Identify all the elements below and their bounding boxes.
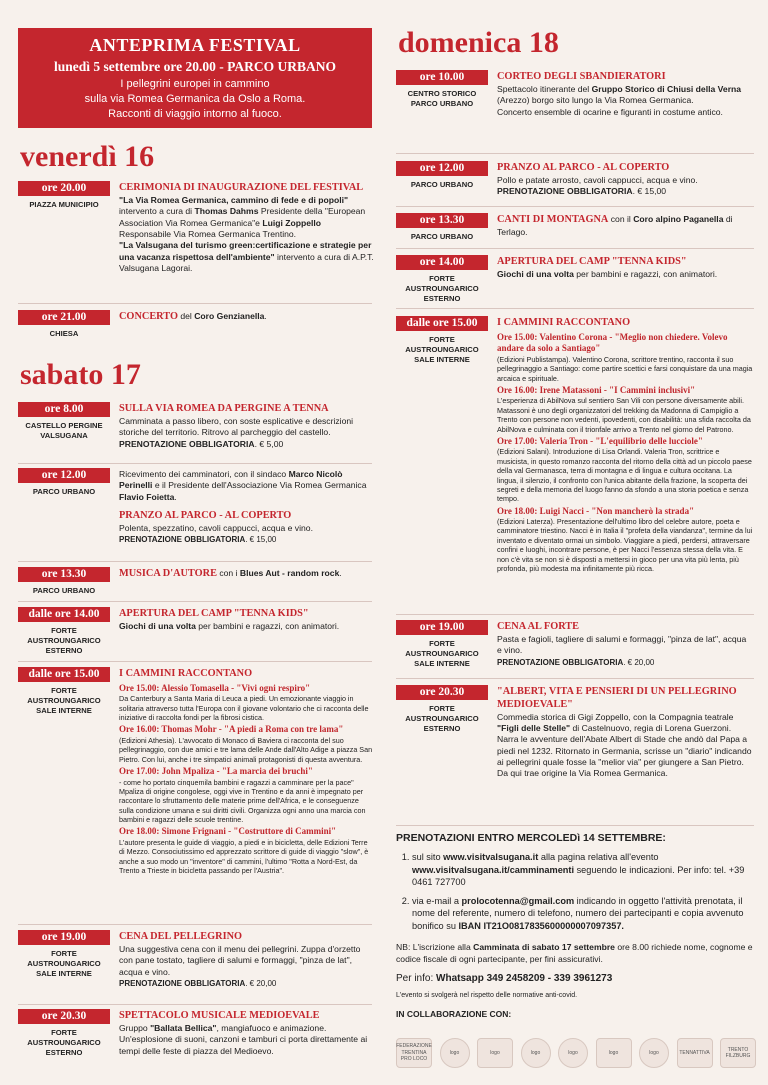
event-place: FORTE AUSTROUNGARICO SALE INTERNE bbox=[405, 639, 479, 668]
talk-text: - come ho portato cinquemila bambini e ragazzi a camminare per la pace" Mpaliza di origine congolese, oggi vive in Trentino e da anni è impegnato per raccontare lo sfruttamento delle materie prime dell'Africa, e le conseguenze sulla condizione umana e sui diritti civili. Organizza ogni anno una marcia con bambini e ragazzi delle scuole trentine. bbox=[119, 777, 366, 824]
booking-required: PRENOTAZIONE OBBLIGATORIA bbox=[119, 978, 246, 988]
event-text: Concerto ensemble di ocarine e figuranti in costume antico. bbox=[497, 106, 723, 117]
event-title: MUSICA D'AUTORE bbox=[119, 568, 217, 579]
event-price: . € 20,00 bbox=[245, 978, 277, 988]
event-text: , mangiafuoco e animazione. Un'esplosione di suoni, canzoni e tamburi ci porta direttamente ai tempi delle feste di piazza del Medioevo. bbox=[119, 1022, 368, 1056]
event-text: Spettacolo itinerante del bbox=[497, 83, 592, 94]
event-place: PARCO URBANO bbox=[410, 180, 474, 189]
event-text: . bbox=[264, 311, 267, 321]
person-name: Marco Nicolò Perinelli bbox=[119, 469, 343, 491]
event-text: Gruppo bbox=[119, 1022, 151, 1033]
event-place: PIAZZA MUNICIPIO bbox=[29, 200, 99, 209]
event-title: CORTEO DEGLI SBANDIERATORI bbox=[497, 71, 666, 82]
booking-required: PRENOTAZIONE OBBLIGATORIA bbox=[119, 535, 246, 545]
performer-name: Gruppo Storico di Chiusi della Verna bbox=[591, 83, 742, 94]
talk-item bbox=[497, 332, 753, 383]
partner-logo: logo bbox=[639, 1038, 669, 1068]
whatsapp-numbers: Whatsapp 349 2458209 - 339 3961273 bbox=[436, 973, 613, 985]
event-title: APERTURA DEL CAMP "TENNA KIDS" bbox=[497, 256, 687, 267]
talk-title: "La Valsugana del turismo green:certificazione e strategie per una vacanza rispettosa dell'ambiente" bbox=[119, 240, 372, 262]
divider bbox=[18, 463, 372, 464]
divider bbox=[18, 924, 372, 925]
event-text: intervento a cura di bbox=[119, 206, 195, 217]
performer-name: "Figli delle Stelle" bbox=[497, 723, 571, 734]
event-place: FORTE AUSTROUNGARICO ESTERNO bbox=[405, 704, 479, 733]
partner-logos bbox=[396, 1034, 756, 1072]
performer-name: Coro alpino Paganella bbox=[633, 214, 724, 224]
performer-name: "Ballata Bellica" bbox=[150, 1022, 217, 1033]
event-place: FORTE AUSTROUNGARICO ESTERNO bbox=[27, 626, 101, 655]
divider bbox=[396, 248, 754, 249]
info-text: via e-mail a bbox=[412, 895, 462, 906]
website-link[interactable]: www.visitvalsugana.it/camminamenti bbox=[412, 864, 575, 875]
event-time: dalle ore 15.00 bbox=[18, 667, 110, 682]
talk-item bbox=[119, 724, 375, 764]
event-title: CONCERTO bbox=[119, 311, 178, 322]
talk-title: "La Via Romea Germanica, cammino di fede e di popoli" bbox=[119, 194, 349, 205]
talk-text: L'autore presenta le guide di viaggio, a piedi e in bicicletta, delle Edizioni Terre di Mezzo. Consociutissimo ed apprezzato scrittore di guide di viaggio "slow", è anche a suo modo un "inventore" di cammini, l'ultimo "Rotta a Nord-Est, da Trento a Trieste in bicicletta passando per l'Austria". bbox=[119, 837, 369, 875]
event-time: dalle ore 14.00 bbox=[18, 607, 110, 622]
iban: IBAN IT21O0817835600000007097357. bbox=[458, 920, 624, 931]
talk-heading: Ore 18.00: Luigi Nacci - "Non mancherò la strada" bbox=[497, 505, 695, 516]
event-time: ore 8.00 bbox=[18, 402, 110, 417]
performer-name: Blues Aut - random rock bbox=[239, 568, 340, 578]
booking-heading: PRENOTAZIONI ENTRO MERCOLEDì 14 SETTEMBRE: bbox=[396, 832, 666, 844]
banner-line-2: sulla via Romea Germanica da Oslo a Roma. bbox=[84, 93, 306, 106]
event-title: CENA AL FORTE bbox=[497, 621, 580, 632]
info-text: indicando in oggetto l'attività prenotata, il nome del referente, numero di telefono, numero dei partecipanti e copia avvenuto bonifico su bbox=[412, 895, 744, 931]
event-text: Pollo e patate arrosto, cavoli cappucci, acqua e vino. bbox=[497, 174, 698, 185]
event-text: di Castelnuovo, regia di Lorena Guerzoni. Narra le avventure dell'Abate Albert di Stade che andò dal Papa a piedi nel 1232. Ritornato in Germania, scrisse un "diario" indicando ai pellegrini quale fosse la "melior via" per giungere a San Pietro. Da qui trae origine la Via Romea Germanica. bbox=[497, 723, 752, 779]
talk-item bbox=[497, 506, 753, 574]
talk-item bbox=[497, 385, 753, 434]
talk-heading: Ore 16.00: Irene Matassoni - "I Cammini inclusivi" bbox=[497, 384, 696, 395]
talk-text: Da Canterbury a Santa Maria di Leuca a piedi. Un emozionante viaggio in solitaria attraverso tutta l'Europa con il giovane volontario che ci racconta delle iniziative di raccolta fondi per la fibrosi cistica. bbox=[119, 694, 369, 723]
event-time: ore 14.00 bbox=[396, 255, 488, 270]
talk-heading: Ore 18.00: Simone Frignani - "Costruttore di Cammini" bbox=[119, 826, 337, 837]
person-name: Flavio Foietta bbox=[119, 491, 175, 502]
talk-text: (Edizioni Athesia). L'avvocato di Monaco di Baviera ci racconta del suo pellegrinaggio, con due amici e tre lama delle Ande dall'Alto Adige a piazza San Pietro. Con lui, anche i tre simpatici animali protagonisti di questa avventura. bbox=[119, 735, 373, 764]
event-place: CASTELLO PERGINE VALSUGANA bbox=[25, 421, 103, 440]
booking-info bbox=[396, 832, 756, 1020]
info-text: seguendo le indicazioni. Per info: tel. +39 0461 727700 bbox=[412, 864, 745, 888]
banner-title: ANTEPRIMA FESTIVAL bbox=[89, 35, 301, 55]
contact-info bbox=[396, 973, 756, 986]
event-time: ore 10.00 bbox=[396, 70, 488, 85]
event-place: FORTE AUSTROUNGARICO ESTERNO bbox=[405, 274, 479, 303]
event-text: Commedia storica di Gigi Zoppello, con la Compagnia teatrale bbox=[497, 711, 734, 722]
website-link[interactable]: www.visitvalsugana.it bbox=[443, 852, 539, 863]
event-text: per bambini e ragazzi, con animatori. bbox=[195, 620, 340, 631]
event-place: PARCO URBANO bbox=[32, 487, 96, 496]
day-heading-domenica: domenica 18 bbox=[398, 26, 559, 59]
event-text: intervento a cura di A.P.T. Valsugana Lagorai. bbox=[119, 251, 374, 273]
event-place: FORTE AUSTROUNGARICO ESTERNO bbox=[27, 1028, 101, 1057]
event-text: . bbox=[174, 491, 177, 502]
talk-item bbox=[119, 826, 375, 875]
divider bbox=[396, 825, 754, 826]
event-text: (Arezzo) borgo sito lungo la Via Romea Germanica. bbox=[497, 95, 694, 106]
email-link[interactable]: prolocotenna@gmail.com bbox=[461, 895, 575, 906]
event-place: PARCO URBANO bbox=[410, 232, 474, 241]
event-time: ore 13.30 bbox=[396, 213, 488, 228]
talk-item bbox=[119, 683, 375, 723]
event-highlight: Giochi di una volta bbox=[497, 268, 574, 279]
event-title: PRANZO AL PARCO - AL COPERTO bbox=[119, 510, 292, 522]
talk-heading: Ore 15.00: Valentino Corona - "Meglio non chiedere. Volevo andare da solo a Santiago" bbox=[497, 331, 728, 354]
collaboration-heading: IN COLLABORAZIONE CON: bbox=[396, 1008, 512, 1019]
booking-required: PRENOTAZIONE OBBLIGATORIA bbox=[497, 186, 633, 197]
partner-logo: TRENTO FILZBURG bbox=[720, 1038, 756, 1068]
event-time: ore 13.30 bbox=[18, 567, 110, 582]
performer-name: Coro Genzianella bbox=[194, 311, 265, 321]
preview-banner bbox=[18, 28, 372, 128]
day-heading-venerdi: venerdì 16 bbox=[20, 140, 155, 173]
divider bbox=[396, 153, 754, 154]
booking-option-web bbox=[412, 851, 756, 888]
partner-logo: logo bbox=[477, 1038, 513, 1068]
banner-subtitle: lunedì 5 settembre ore 20.00 - PARCO URBANO bbox=[54, 59, 336, 75]
partner-logo: logo bbox=[521, 1038, 551, 1068]
divider bbox=[18, 303, 372, 304]
event-title: CENA DEL PELLEGRINO bbox=[119, 931, 243, 942]
event-title: CANTI DI MONTAGNA bbox=[497, 214, 609, 225]
event-title: I CAMMINI RACCONTANO bbox=[497, 317, 631, 328]
event-time: ore 20.30 bbox=[396, 685, 488, 700]
speaker-name: Luigi Zoppello bbox=[262, 217, 322, 228]
event-text: Pasta e fagioli, tagliere di salumi e formaggi, "pinza de lat", acqua e vino. bbox=[497, 633, 747, 656]
event-title: SULLA VIA ROMEA DA PERGINE A TENNA bbox=[119, 403, 329, 414]
event-title: I CAMMINI RACCONTANO bbox=[119, 668, 253, 679]
event-text: e il Presidente dell'Associazione Via Romea Germanica bbox=[152, 480, 367, 491]
divider bbox=[396, 308, 754, 309]
event-time: ore 19.00 bbox=[18, 930, 110, 945]
day-heading-sabato: sabato 17 bbox=[20, 358, 141, 391]
event-text: per bambini e ragazzi, con animatori. bbox=[573, 268, 718, 279]
covid-note: L'evento si svolgerà nel rispetto delle normative anti-covid. bbox=[396, 991, 578, 999]
talk-item bbox=[497, 436, 753, 504]
event-text: con i bbox=[216, 568, 240, 578]
event-place: FORTE AUSTROUNGARICO SALE INTERNE bbox=[405, 335, 479, 364]
talk-heading: Ore 16.00: Thomas Mohr - "A piedi a Roma con tre lama" bbox=[119, 724, 344, 735]
divider bbox=[18, 561, 372, 562]
booking-option-email bbox=[412, 895, 756, 932]
talk-item bbox=[119, 766, 375, 824]
divider bbox=[18, 1004, 372, 1005]
event-time: ore 20.00 bbox=[18, 181, 110, 196]
info-highlight: Camminata di sabato 17 settembre bbox=[473, 941, 615, 952]
event-text: Ricevimento dei camminatori, con il sindaco bbox=[119, 469, 289, 479]
talk-heading: Ore 17.00: John Mpaliza - "La marcia dei bruchi" bbox=[119, 766, 313, 777]
event-place: CENTRO STORICO PARCO URBANO bbox=[407, 89, 477, 108]
booking-required: PRENOTAZIONE OBBLIGATORIA bbox=[497, 657, 624, 667]
event-title: SPETTACOLO MUSICALE MEDIOEVALE bbox=[119, 1010, 320, 1021]
event-text: di Terlago. bbox=[497, 214, 733, 237]
event-text: Camminata a passo libero, con soste esplicative e descrizioni storiche del territorio. Ritrovo al parcheggio del castello. bbox=[119, 415, 354, 438]
event-price: . € 15,00 bbox=[632, 186, 667, 197]
event-price: . € 15,00 bbox=[245, 535, 277, 545]
divider bbox=[396, 614, 754, 615]
info-text: NB: L'iscrizione alla bbox=[396, 941, 474, 952]
talk-text: L'esperienza di AbilNova sul sentiero San Vili con persone diversamente abili. Matassoni è uno degli organizzatori del trekking da Madonna di Campiglio a Trento con persone non vedenti, ipovedenti, con disabilità: una sfida raccolta da AbilNova e culminata con il trionfale arrivo a Trento nel giorno del Patrono. bbox=[497, 396, 751, 434]
event-time: ore 12.00 bbox=[18, 468, 110, 483]
talk-text: (Edizioni Publistampa). Valentino Corona, scrittore trentino, racconta il suo pellegrinaggio a Santiago: come partire scettici e farsi conquistare da una magia arcaica e spirituale. bbox=[497, 354, 753, 383]
talk-text: (Edizioni Laterza). Presentazione dell'ultimo libro del celebre autore, poeta e camminatore triestino. Nacci è in Italia il "profeta della viandanza", termine da lui inventato e diventato ormai un simbolo. Viaggiare a piedi, perdersi, attraversare confini e luoghi, incontrare persone, è per Nacci l'essenza stessa della vita. E non c'è vita se non si è disposti a mettersi in gioco per una vita più lenta, più profonda, più modesta ma infinitamente più ricca. bbox=[497, 517, 753, 573]
partner-logo: logo bbox=[440, 1038, 470, 1068]
event-highlight: Giochi di una volta bbox=[119, 620, 196, 631]
event-text: con il bbox=[608, 214, 634, 224]
talk-heading: Ore 17.00: Valeria Tron - "L'equilibrio delle lucciole" bbox=[497, 435, 703, 446]
event-text: Una suggestiva cena con il menu dei pellegrini. Zuppa d'orzetto con pane tostato, tagliere di salumi e formaggi, "pinza de lat", acqua e vino. bbox=[119, 943, 361, 977]
event-place: CHIESA bbox=[49, 329, 79, 338]
event-title: PRANZO AL PARCO - AL COPERTO bbox=[497, 162, 670, 173]
info-text: ore 8.00 richiede nome, cognome e codice fiscale di ogni partecipante, per fini assicurativi. bbox=[396, 941, 753, 964]
event-time: ore 12.00 bbox=[396, 161, 488, 176]
partner-logo: logo bbox=[596, 1038, 632, 1068]
event-time: ore 20.30 bbox=[18, 1009, 110, 1024]
event-title: APERTURA DEL CAMP "TENNA KIDS" bbox=[119, 608, 309, 619]
banner-line-1: I pellegrini europei in cammino bbox=[120, 78, 270, 91]
booking-required: PRENOTAZIONE OBBLIGATORIA bbox=[119, 438, 255, 449]
event-text: . bbox=[339, 568, 342, 578]
info-text: Per info: bbox=[396, 973, 437, 985]
divider bbox=[18, 661, 372, 662]
info-text: alla pagina relativa all'evento bbox=[538, 852, 659, 863]
divider bbox=[396, 206, 754, 207]
event-place: FORTE AUSTROUNGARICO SALE INTERNE bbox=[27, 686, 101, 715]
partner-logo: FEDERAZIONE TRENTINA PRO LOCO bbox=[396, 1038, 432, 1068]
event-text: del bbox=[177, 311, 195, 321]
partner-logo: TENNATTIVA bbox=[677, 1038, 713, 1068]
talk-heading: Ore 15.00: Alessio Tomasella - "Vivi ogni respiro" bbox=[119, 682, 311, 693]
nb-note bbox=[396, 942, 756, 965]
event-text: Polenta, spezzatino, cavoli cappucci, acqua e vino. bbox=[119, 522, 313, 533]
info-text: sul sito bbox=[412, 852, 444, 863]
event-time: ore 19.00 bbox=[396, 620, 488, 635]
speaker-name: Thomas Dahms bbox=[194, 206, 259, 217]
event-text: Presidente della "European Association Via Romea Germanica"e bbox=[119, 206, 366, 228]
divider bbox=[18, 601, 372, 602]
event-place: PARCO URBANO bbox=[32, 586, 96, 595]
event-title: "ALBERT, VITA E PENSIERI DI UN PELLEGRINO MEDIOEVALE" bbox=[497, 686, 737, 710]
event-price: . € 5,00 bbox=[254, 438, 284, 449]
event-time: ore 21.00 bbox=[18, 310, 110, 325]
event-title: CERIMONIA DI INAUGURAZIONE DEL FESTIVAL bbox=[119, 182, 364, 193]
event-price: . € 20,00 bbox=[623, 657, 655, 667]
event-time: dalle ore 15.00 bbox=[396, 316, 488, 331]
event-place: FORTE AUSTROUNGARICO SALE INTERNE bbox=[27, 949, 101, 978]
banner-line-3: Racconti di viaggio intorno al fuoco. bbox=[108, 107, 282, 120]
event-text: Responsabile Via Romea Germanica Trentino. bbox=[119, 228, 297, 239]
talk-text: (Edizioni Salani). Introduzione di Lisa Orlandi. Valeria Tron, scrittrice e musicista, in questo romanzo racconta del ritorno della città ad un piccolo paese della val Germanasca, terra di montagna e di lingua e cultura occitana. La lingua, il silenzio, il confronto con l'unica abitante della frazione, la scoperta dei segreti e della memoria del luogo fanno da sfondo a una storia poetica e senza tempo. bbox=[497, 447, 752, 504]
divider bbox=[396, 678, 754, 679]
partner-logo: logo bbox=[558, 1038, 588, 1068]
